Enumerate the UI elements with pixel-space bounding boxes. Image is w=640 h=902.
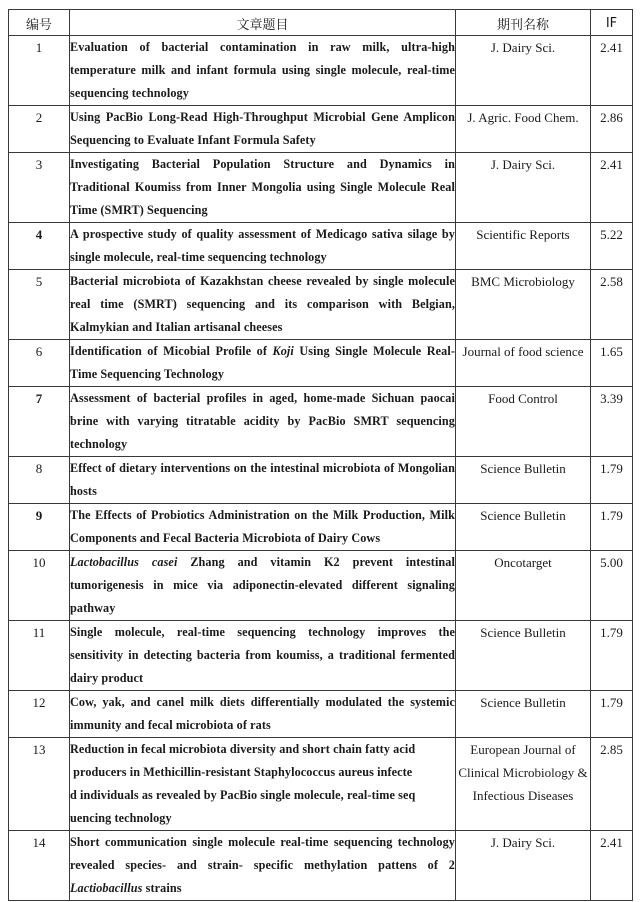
- row-journal: Science Bulletin: [456, 504, 591, 551]
- row-journal: Food Control: [456, 387, 591, 457]
- row-impact-factor: 2.41: [591, 831, 633, 901]
- row-journal: J. Dairy Sci.: [456, 36, 591, 106]
- table-row: [9, 223, 633, 270]
- row-title: [70, 340, 456, 387]
- row-title: Evaluation of bacterial contamination in raw milk, ultra-high temperature milk and infant formula using single molecule, real-time sequencing technology: [70, 36, 456, 106]
- row-number: 14: [9, 831, 70, 901]
- row-title: Assessment of bacterial profiles in aged, home-made Sichuan paocai brine with varying titratable acidity by PacBio SMRT sequencing technology: [70, 387, 456, 457]
- table-row: [9, 340, 633, 387]
- header-title: 文章题目: [70, 10, 456, 36]
- publications-table: [8, 9, 633, 901]
- title-text: Zhang and vitamin K2 prevent intestinal tumorigenesis in mice via adiponectin-elevated different signaling pathway: [70, 555, 455, 615]
- row-number: 3: [9, 153, 70, 223]
- table-row: [9, 831, 633, 901]
- row-title: [70, 738, 456, 831]
- table-row: [9, 457, 633, 504]
- title-text: strains: [142, 881, 182, 895]
- row-impact-factor: 2.85: [591, 738, 633, 831]
- row-number: 8: [9, 457, 70, 504]
- row-journal: BMC Microbiology: [456, 270, 591, 340]
- row-impact-factor: 2.58: [591, 270, 633, 340]
- row-impact-factor: 1.65: [591, 340, 633, 387]
- title-line: uencing technology: [70, 811, 172, 825]
- row-title: The Effects of Probiotics Administration on the Milk Production, Milk Components and Fecal Bacteria Microbiota of Dairy Cows: [70, 504, 456, 551]
- row-number: 11: [9, 621, 70, 691]
- row-number: 4: [9, 223, 70, 270]
- row-number: 5: [9, 270, 70, 340]
- row-journal: J. Dairy Sci.: [456, 153, 591, 223]
- title-line: d individuals as revealed by PacBio single molecule, real-time seq: [70, 788, 416, 802]
- title-italic-term: Koji: [272, 344, 294, 358]
- table-row: [9, 106, 633, 153]
- row-impact-factor: 2.41: [591, 153, 633, 223]
- row-title: Bacterial microbiota of Kazakhstan cheese revealed by single molecule real time (SMRT) sequencing and its comparison with Belgian, Kalmykian and Italian artisanal cheeses: [70, 270, 456, 340]
- table-row: [9, 621, 633, 691]
- table-row: [9, 153, 633, 223]
- row-impact-factor: 2.86: [591, 106, 633, 153]
- row-number: 12: [9, 691, 70, 738]
- title-line: producers in Methicillin-resistant Staphylococcus aureus infecte: [70, 765, 413, 779]
- title-text: Short communication single molecule real-time sequencing technology revealed species- and strain- specific methylation pattens of 2: [70, 835, 455, 872]
- table-row: [9, 691, 633, 738]
- row-journal: Science Bulletin: [456, 691, 591, 738]
- row-journal: Journal of food science: [456, 340, 591, 387]
- title-text: Identification of Micobial Profile of: [70, 344, 273, 358]
- row-journal: J. Agric. Food Chem.: [456, 106, 591, 153]
- table-row: [9, 504, 633, 551]
- row-title: Effect of dietary interventions on the intestinal microbiota of Mongolian hosts: [70, 457, 456, 504]
- row-number: 13: [9, 738, 70, 831]
- row-impact-factor: 5.00: [591, 551, 633, 621]
- row-impact-factor: 1.79: [591, 457, 633, 504]
- row-title: Cow, yak, and canel milk diets differentially modulated the systemic immunity and fecal microbiota of rats: [70, 691, 456, 738]
- row-impact-factor: 1.79: [591, 691, 633, 738]
- row-number: 9: [9, 504, 70, 551]
- row-impact-factor: 3.39: [591, 387, 633, 457]
- header-impact-factor: IF: [591, 10, 633, 36]
- table-row: [9, 738, 633, 831]
- header-journal: 期刊名称: [456, 10, 591, 36]
- header-number: 编号: [9, 10, 70, 36]
- title-line: Reduction in fecal microbiota diversity and short chain fatty acid: [70, 742, 416, 756]
- row-journal: Science Bulletin: [456, 457, 591, 504]
- table-header-row: [9, 10, 633, 36]
- title-italic-term: Lactobacillus casei: [70, 555, 178, 569]
- row-journal: Scientific Reports: [456, 223, 591, 270]
- row-journal: Science Bulletin: [456, 621, 591, 691]
- row-number: 2: [9, 106, 70, 153]
- title-italic-term: Lactiobacillus: [70, 881, 143, 895]
- row-number: 10: [9, 551, 70, 621]
- table-row: [9, 551, 633, 621]
- row-impact-factor: 1.79: [591, 621, 633, 691]
- row-journal: J. Dairy Sci.: [456, 831, 591, 901]
- row-impact-factor: 1.79: [591, 504, 633, 551]
- table-row: [9, 270, 633, 340]
- table-row: [9, 36, 633, 106]
- row-title: A prospective study of quality assessment of Medicago sativa silage by single molecule, real-time sequencing technology: [70, 223, 456, 270]
- row-impact-factor: 5.22: [591, 223, 633, 270]
- row-title: Investigating Bacterial Population Structure and Dynamics in Traditional Koumiss from Inner Mongolia using Single Molecule Real Time (SMRT) Sequencing: [70, 153, 456, 223]
- row-journal: European Journal of Clinical Microbiology & Infectious Diseases: [456, 738, 591, 831]
- row-title: [70, 551, 456, 621]
- row-number: 1: [9, 36, 70, 106]
- row-number: 7: [9, 387, 70, 457]
- row-title: Using PacBio Long-Read High-Throughput Microbial Gene Amplicon Sequencing to Evaluate Infant Formula Safety: [70, 106, 456, 153]
- title-text: Using Single Molecule Real-Time Sequencing Technology: [70, 344, 456, 381]
- table-row: [9, 387, 633, 457]
- row-journal: Oncotarget: [456, 551, 591, 621]
- row-title: Single molecule, real-time sequencing technology improves the sensitivity in detecting bacteria from koumiss, a traditional fermented dairy product: [70, 621, 456, 691]
- row-title: [70, 831, 456, 901]
- row-impact-factor: 2.41: [591, 36, 633, 106]
- row-number: 6: [9, 340, 70, 387]
